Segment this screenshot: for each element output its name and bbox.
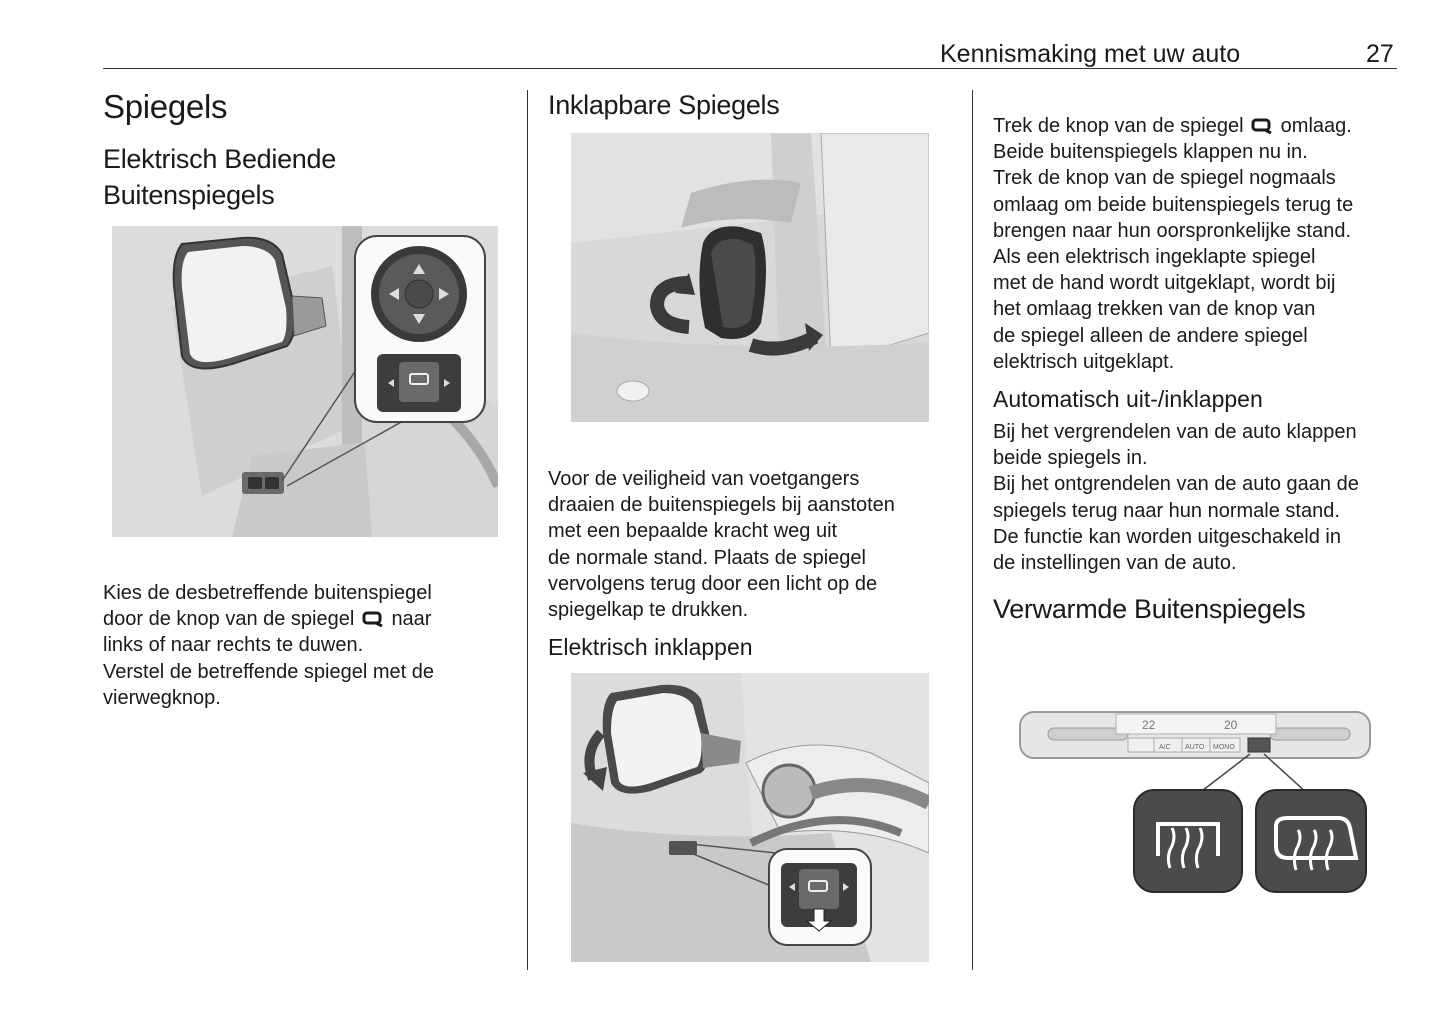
running-header-title: Kennismaking met uw auto	[940, 40, 1241, 68]
temp-left-display: 22	[1142, 718, 1156, 732]
column-2-text	[548, 466, 948, 663]
column-1-text	[103, 580, 513, 711]
column-divider	[972, 90, 973, 970]
subsection-title-electric-mirrors: Elektrisch Bediende Buitenspiegels	[103, 143, 336, 210]
svg-text:AUTO: AUTO	[1185, 744, 1205, 751]
panel-button	[1128, 738, 1154, 752]
subheading-electric-folding: Elektrisch inklappen	[548, 634, 753, 661]
heated-mirror-icon	[1256, 790, 1366, 892]
column-1	[103, 88, 513, 213]
subheading-auto-folding: Automatisch uit-/inklappen	[993, 386, 1263, 413]
rear-window-defrost-icon	[1134, 790, 1242, 892]
section-title-foldable-mirrors: Inklapbare Spiegels	[548, 90, 780, 120]
paragraph-auto-folding: Bij het vergrendelen van de auto klappen beide spiegels in. Bij het ontgrendelen van de auto gaan de spiegels terug naar hun normale stand. De functie kan worden uitgeschakeld in de instellingen van de auto.	[993, 420, 1359, 574]
paragraph-pedestrian-safety: Voor de veiligheid van voetgangers draaien de buitenspiegels bij aanstoten met een bepaalde kracht weg uit de normale stand. Plaats de spiegel vervolgens terug door een licht op de spiegelkap te drukken.	[548, 468, 895, 622]
svg-text:MONO: MONO	[1213, 744, 1235, 751]
mirror-switch-icon	[1251, 118, 1273, 134]
foldable-mirror-illustration	[571, 133, 929, 422]
column-3	[993, 113, 1403, 628]
rear-defrost-button	[1248, 738, 1270, 752]
column-2	[548, 88, 948, 124]
mirror-adjust-illustration	[112, 226, 498, 537]
mirror-switch-icon	[362, 611, 384, 627]
paragraph-mirror-select: Kies de desbetreffende buitenspiegel door de knop van de spiegel naar links of naar rechts te duwen. Verstel de betreffende spiegel met de vierwegknop.	[103, 582, 434, 709]
column-divider	[527, 90, 528, 970]
section-title-heated-mirrors: Verwarmde Buitenspiegels	[993, 594, 1306, 625]
svg-text:A/C: A/C	[1159, 744, 1171, 751]
heated-mirror-illustration	[1018, 706, 1373, 896]
section-title-spiegels: Spiegels	[103, 88, 228, 125]
page-number: 27	[1366, 40, 1394, 68]
temp-right-display: 20	[1224, 718, 1238, 732]
header-rule	[103, 68, 1397, 69]
electric-folding-illustration	[571, 673, 929, 962]
paragraph-fold-in: Trek de knop van de spiegel omlaag. Beide buitenspiegels klappen nu in. Trek de knop van de spiegel nogmaals omlaag om beide buitenspiegels terug te brengen naar hun oorspronkelijke stand. Als een elektrisch ingeklapte spiegel met de hand wordt uitgeklapt, wordt bij het omlaag trekken van de knop van de spiegel alleen de andere spiegel elektrisch uitgeklapt.	[993, 115, 1354, 373]
